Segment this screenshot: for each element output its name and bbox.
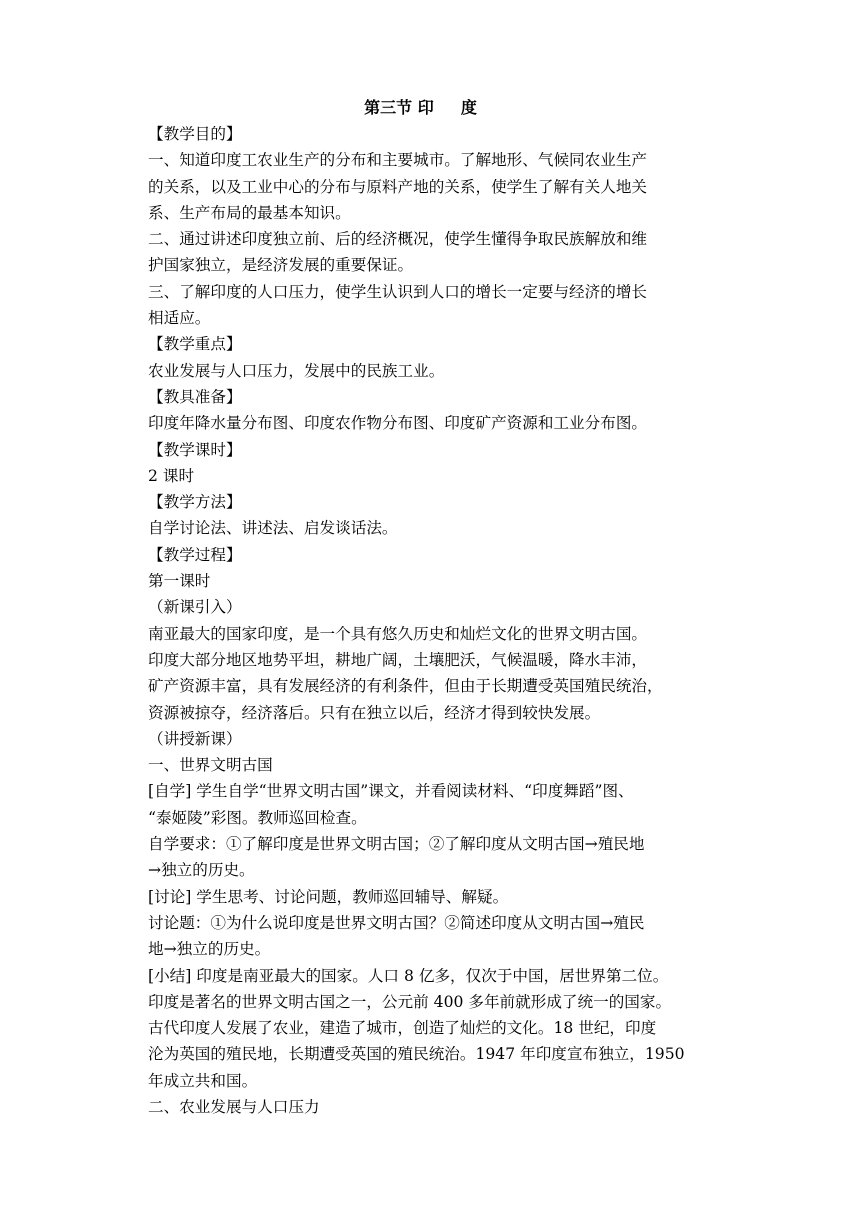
text-line: [小结] 印度是南亚最大的国家。人口 8 亿多，仅次于中国，居世界第二位。 [148, 966, 669, 985]
text-line: [自学] 学生自学“世界文明古国”课文，并看阅读材料、“印度舞蹈”图、 [148, 782, 634, 801]
text-line: 资源被掠夺，经济落后。只有在独立以后，经济才得到较快发展。 [148, 703, 601, 722]
text-line: 【教学目的】 [148, 125, 242, 143]
text-line: 地→独立的历史。 [148, 940, 271, 959]
text-line: （讲授新课） [148, 729, 242, 748]
text-line: 三、了解印度的人口压力，使学生认识到人口的增长一定要与经济的增长 [148, 282, 648, 301]
text-line: 沦为英国的殖民地，长期遭受英国的殖民统治。1947 年印度宣布独立，1950 [148, 1045, 685, 1064]
text-line: 【教具准备】 [148, 387, 242, 406]
text-line: →独立的历史。 [148, 861, 255, 880]
text-line: 古代印度人发展了农业，建造了城市，创造了灿烂的文化。18 世纪，印度 [148, 1019, 657, 1038]
text-line: 讨论题：①为什么说印度是世界文明古国？②简述印度从文明古国→殖民 [148, 913, 645, 932]
text-line: 矿产资源丰富，具有发展经济的有利条件，但由于长期遭受英国殖民统治， [148, 677, 663, 696]
text-line: 【教学重点】 [148, 335, 242, 354]
text-line: 【教学过程】 [148, 545, 242, 564]
text-line: 第一课时 [148, 572, 211, 591]
text-line: 【教学方法】 [148, 493, 242, 512]
section-title: 第三节 印 度 [364, 98, 477, 117]
text-line: 系、生产布局的最基本知识。 [148, 203, 351, 222]
text-line: 二、通过讲述印度独立前、后的经济概况，使学生懂得争取民族解放和维 [148, 230, 648, 249]
text-line: 年成立共和国。 [148, 1071, 258, 1090]
text-line: 自学要求：①了解印度是世界文明古国；②了解印度从文明古国→殖民地 [148, 835, 645, 854]
text-line: 相适应。 [148, 309, 211, 328]
text-line: 印度大部分地区地势平坦，耕地广阔，土壤肥沃，气候温暖，降水丰沛， [148, 650, 648, 669]
text-line: 2 课时 [148, 466, 195, 485]
text-line: 农业发展与人口压力，发展中的民族工业。 [148, 361, 445, 380]
text-line: 【教学课时】 [148, 440, 242, 459]
text-line: 一、知道印度工农业生产的分布和主要城市。了解地形、气候同农业生产 [148, 151, 648, 170]
text-line: [讨论] 学生思考、讨论问题，教师巡回辅导、解疑。 [148, 887, 509, 906]
text-line: （新课引入） [148, 598, 242, 617]
text-line: 印度年降水量分布图、印度农作物分布图、印度矿产资源和工业分布图。 [148, 414, 648, 433]
text-line: 护国家独立，是经济发展的重要保证。 [148, 256, 414, 275]
document-page [148, 95, 713, 1120]
text-line: 的关系，以及工业中心的分布与原料产地的关系，使学生了解有关人地关 [148, 177, 648, 196]
text-line: 二、农业发展与人口压力 [148, 1097, 320, 1116]
text-line: 一、世界文明古国 [148, 756, 273, 775]
text-line: 自学讨论法、讲述法、启发谈话法。 [148, 519, 398, 538]
text-line: “泰姬陵”彩图。教师巡回检查。 [148, 808, 367, 827]
document-body [148, 121, 713, 1120]
text-line: 印度是著名的世界文明古国之一，公元前 400 多年前就形成了统一的国家。 [148, 992, 672, 1011]
text-line: 南亚最大的国家印度，是一个具有悠久历史和灿烂文化的世界文明古国。 [148, 624, 648, 643]
